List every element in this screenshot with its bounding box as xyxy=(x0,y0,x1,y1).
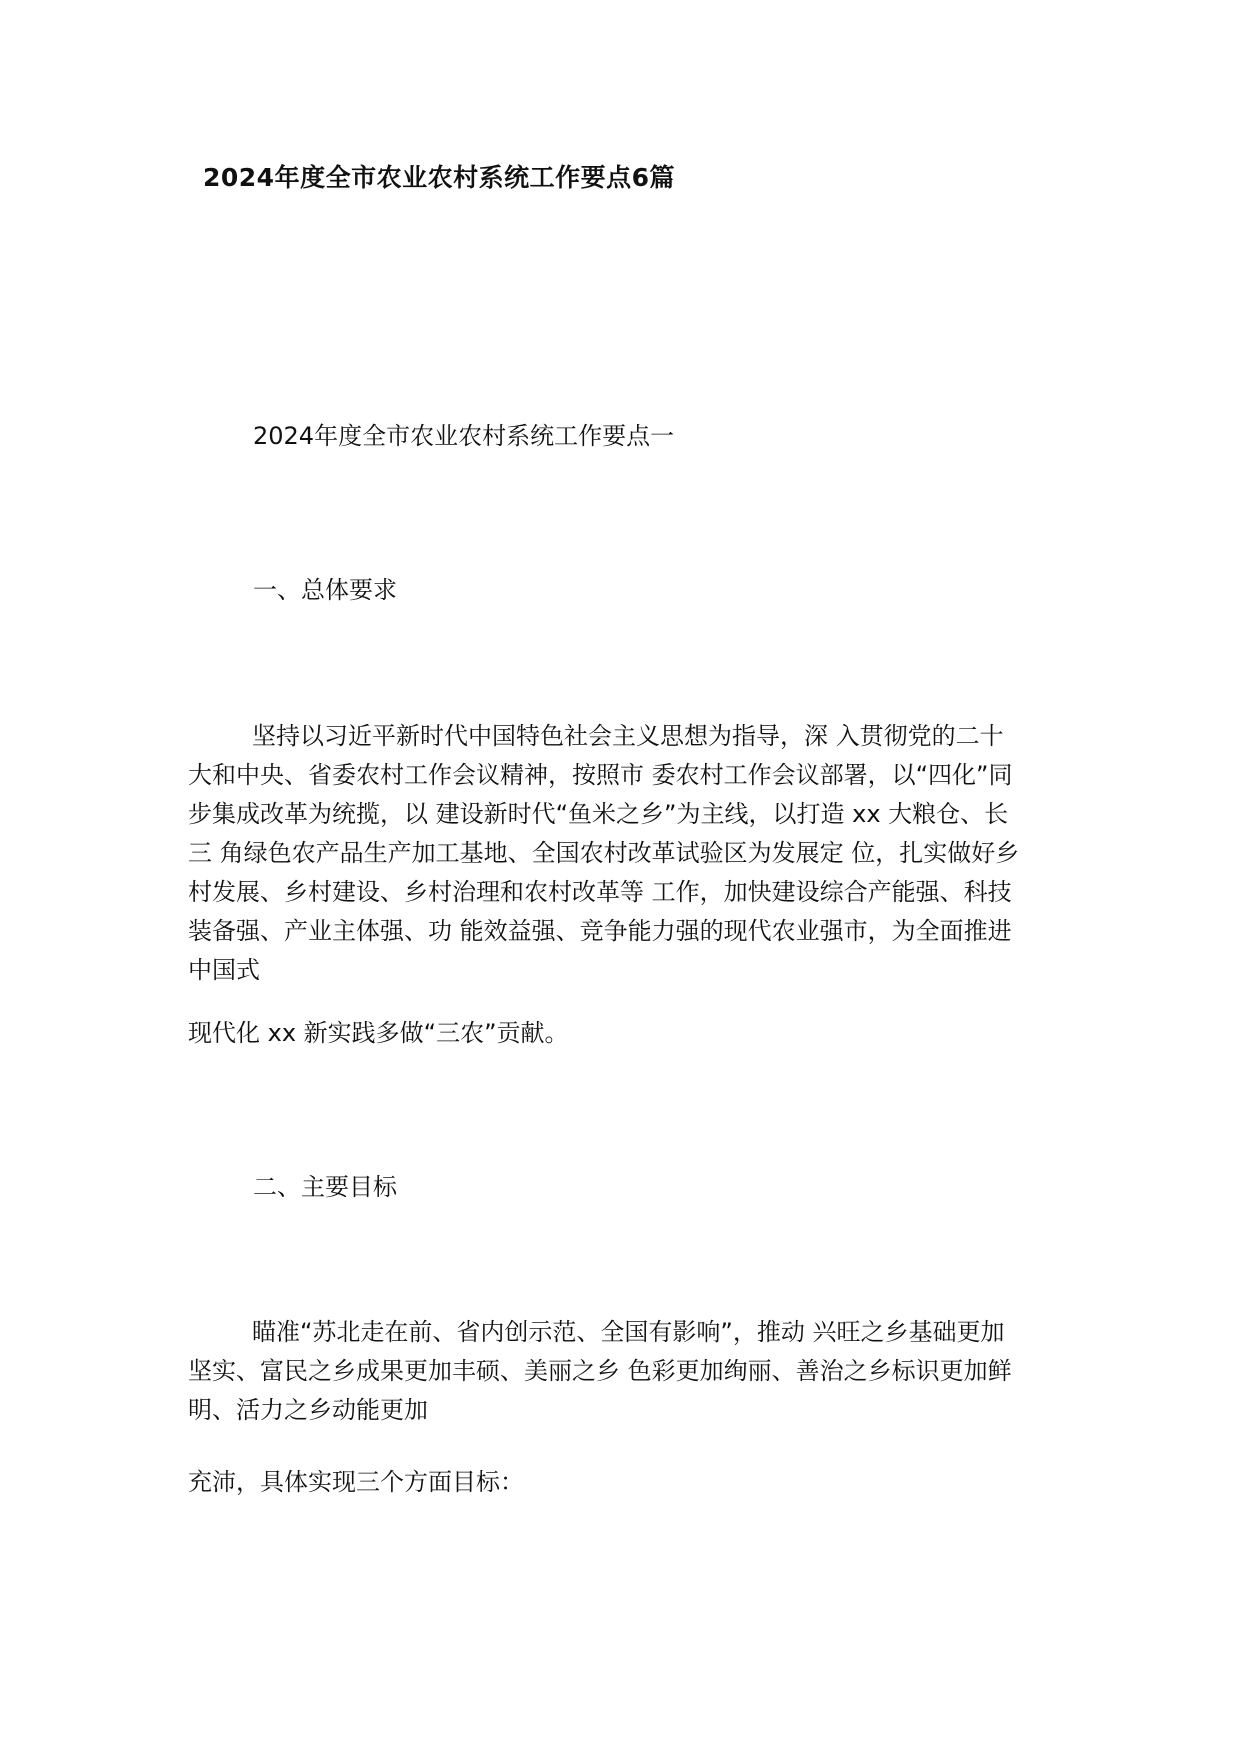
paragraph-line: 明、活力之乡动能更加 xyxy=(188,1396,428,1424)
paragraph-main-goals xyxy=(188,1313,1050,1430)
section-heading-main-goals: 二、主要目标 xyxy=(253,1173,397,1201)
paragraph-continuation: 现代化 xx 新实践多做“三农”贡献。 xyxy=(188,1019,569,1047)
section-heading-general-requirements: 一、总体要求 xyxy=(253,576,397,604)
paragraph-line: 步集成改革为统揽，以 建设新时代“鱼米之乡”为主线，以打造 xx 大粮仓、长 xyxy=(188,800,1009,828)
paragraph-continuation: 充沛，具体实现三个方面目标： xyxy=(188,1468,524,1496)
document-subtitle: 2024年度全市农业农村系统工作要点一 xyxy=(253,422,675,450)
paragraph-line: 坚实、富民之乡成果更加丰硕、美丽之乡 色彩更加绚丽、善治之乡标识更加鲜 xyxy=(188,1357,1012,1385)
paragraph-general-requirements xyxy=(188,717,1050,990)
document-title: 2024年度全市农业农村系统工作要点6篇 xyxy=(203,163,675,192)
paragraph-line: 瞄准“苏北走在前、省内创示范、全国有影响”，推动 兴旺之乡基础更加 xyxy=(252,1318,1005,1346)
paragraph-line: 中国式 xyxy=(188,956,260,984)
paragraph-line: 大和中央、省委农村工作会议精神，按照市 委农村工作会议部署，以“四化”同 xyxy=(188,761,1013,789)
paragraph-line: 坚持以习近平新时代中国特色社会主义思想为指导，深 入贯彻党的二十 xyxy=(252,722,1004,750)
paragraph-line: 三 角绿色农产品生产加工基地、全国农村改革试验区为发展定 位，扎实做好乡 xyxy=(188,839,1020,867)
paragraph-line: 村发展、乡村建设、乡村治理和农村改革等 工作，加快建设综合产能强、科技 xyxy=(188,878,1012,906)
paragraph-line: 装备强、产业主体强、功 能效益强、竞争能力强的现代农业强市，为全面推进 xyxy=(188,917,1012,945)
